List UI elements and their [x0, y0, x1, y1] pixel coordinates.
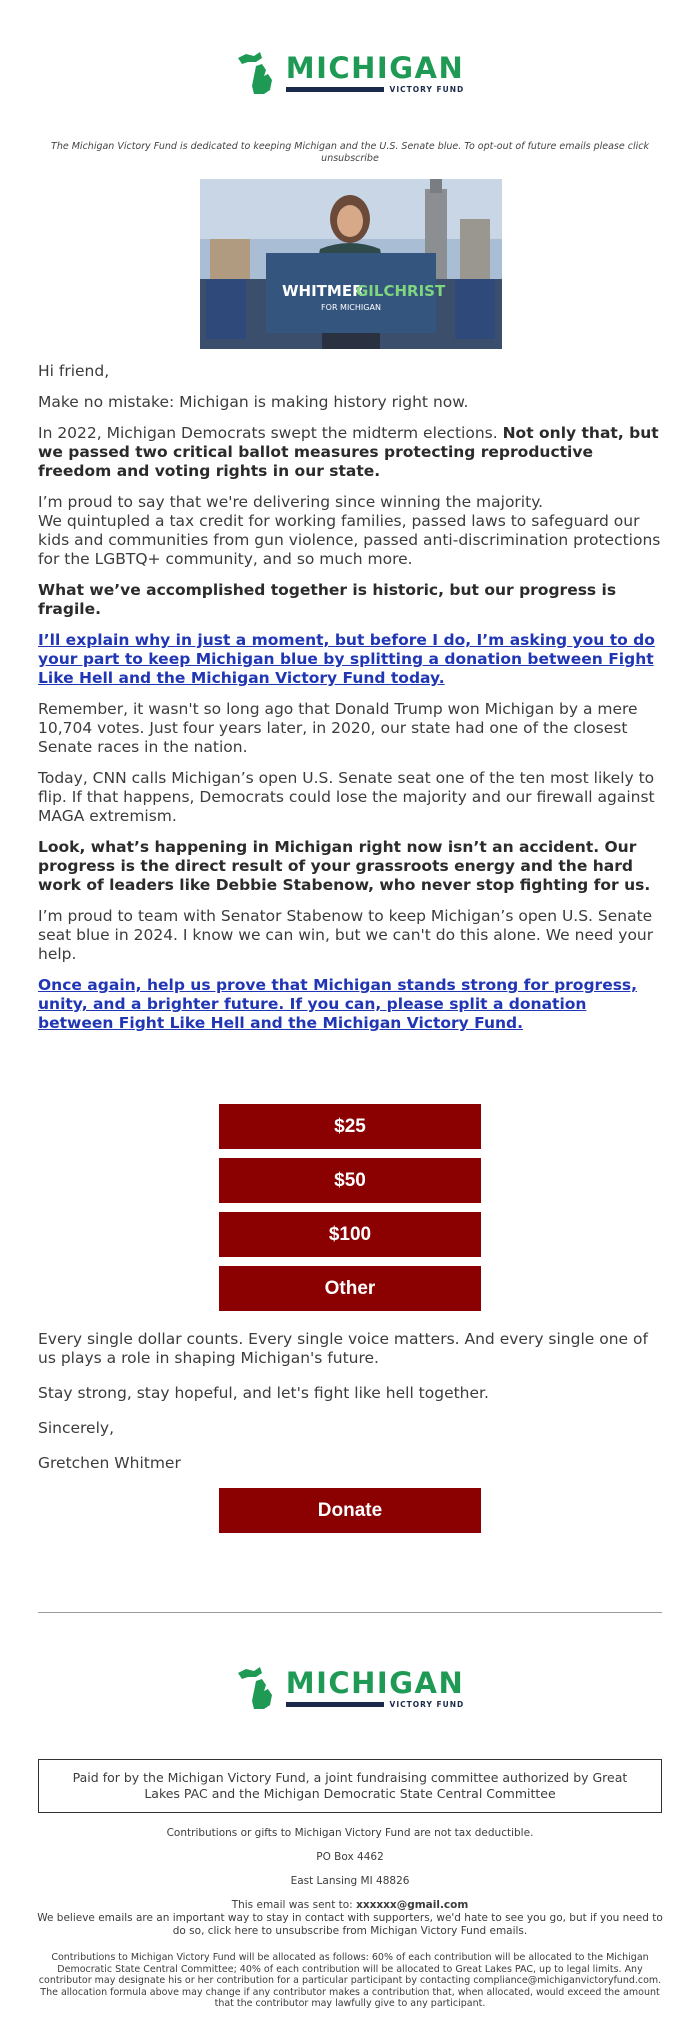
hero-illustration	[200, 179, 502, 349]
preheader-unsubscribe-link[interactable]: unsubscribe	[321, 153, 379, 164]
michigan-state-icon	[236, 50, 280, 96]
logo-subtitle: VICTORY FUND	[389, 1699, 465, 1709]
preheader	[40, 141, 660, 165]
paragraph-4: What we’ve accomplished together is historic, but our progress is fragile.	[38, 581, 617, 618]
footer-divider	[0, 1612, 700, 1613]
paragraph-8: Look, what’s happening in Michigan right now isn’t an accident. Our progress is the direct result of your grassroots energy and the hard work of leaders like Debbie Stabenow, who never stop fighting for us.	[38, 838, 651, 894]
email-body	[0, 362, 700, 1045]
signature: Gretchen Whitmer	[38, 1454, 181, 1472]
paragraph-11: Every single dollar counts. Every single voice matters. And every single one of us plays a role in shaping Michigan's future.	[38, 1330, 648, 1367]
logo-wordmark: MICHIGAN	[285, 50, 465, 85]
hero-image	[200, 179, 502, 349]
paragraph-2-plain: In 2022, Michigan Democrats swept the midterm elections.	[38, 424, 503, 442]
tax-notice: Contributions or gifts to Michigan Victory Fund are not tax deductible.	[166, 1827, 534, 1839]
logo-wordmark: MICHIGAN	[285, 1665, 465, 1700]
footer-logo[interactable]	[0, 1665, 700, 1711]
michigan-state-icon	[236, 1665, 280, 1711]
sign-subtitle: FOR MICHIGAN	[321, 303, 381, 312]
sign-name-2: GILCHRIST	[356, 282, 446, 300]
unsubscribe-text[interactable]: We believe emails are an important way to stay in contact with supporters, we'd hate to see you go, but if you need to do so, click here to unsubscribe from Michigan Victory Fund emails.	[37, 1912, 663, 1937]
paragraph-3	[38, 493, 662, 569]
donate-button[interactable]: Donate	[219, 1488, 481, 1533]
paid-for-box: Paid for by the Michigan Victory Fund, a joint fundraising committee authorized by Great Lakes PAC and the Michigan Democratic State Central Committee	[38, 1759, 662, 1813]
footer-text	[0, 1827, 700, 1938]
donate-other-button[interactable]: Other	[219, 1266, 481, 1311]
header-logo[interactable]	[0, 50, 700, 96]
donate-100-button[interactable]: $100	[219, 1212, 481, 1257]
paragraph-3-line-1: I’m proud to say that we're delivering since winning the majority.	[38, 493, 544, 511]
donate-50-button[interactable]: $50	[219, 1158, 481, 1203]
paragraph-3-line-2: We quintupled a tax credit for working families, passed laws to safeguard our kids and communities from gun violence, passed anti-discrimination protections for the LGBTQ+ community, and so much more.	[38, 512, 661, 568]
po-box: PO Box 4462	[316, 1851, 384, 1863]
sign-name-1: WHITMER	[282, 282, 364, 300]
sent-to-email: xxxxxx@gmail.com	[356, 1899, 469, 1911]
allocation-text: Contributions to Michigan Victory Fund will be allocated as follows: 60% of each contribution will be allocated to the Michigan Democratic State Central Committee; 40% of each contribution will be allocated to Great Lakes PAC, up to legal limits. Any contributor may designate his or her contribution for a particular participant by contacting compliance@michiganvictoryfund.com. The allocation formula above may change if any contributor makes a contribution that, when allocated, would exceed the amount that the contributor may lawfully give to any participant.	[38, 1952, 662, 2009]
logo-subtitle: VICTORY FUND	[389, 84, 465, 94]
signoff: Sincerely,	[38, 1419, 115, 1437]
paragraph-2	[38, 424, 662, 481]
closing	[0, 1330, 700, 1485]
paragraph-6: Remember, it wasn't so long ago that Donald Trump won Michigan by a mere 10,704 votes. Just four years later, in 2020, our state had one of the closest Senate races in the nation.	[38, 700, 638, 756]
paragraph-12: Stay strong, stay hopeful, and let's fight like hell together.	[38, 1384, 489, 1402]
preheader-text: The Michigan Victory Fund is dedicated to keeping Michigan and the U.S. Senate blue. To opt-out of future emails please click	[51, 141, 649, 152]
donate-link-1[interactable]: I’ll explain why in just a moment, but before I do, I’m asking you to do your part to keep Michigan blue by splitting a donation between Fight Like Hell and the Michigan Victory Fund today.	[38, 631, 655, 687]
donate-link-2[interactable]: Once again, help us prove that Michigan stands strong for progress, unity, and a brighter future. If you can, please split a donation between Fight Like Hell and the Michigan Victory Fund.	[38, 976, 638, 1032]
paragraph-1: Make no mistake: Michigan is making history right now.	[38, 393, 469, 411]
logo-bar	[286, 1702, 384, 1707]
sent-to	[0, 1899, 700, 1912]
logo-bar	[286, 87, 384, 92]
greeting: Hi friend,	[38, 362, 110, 380]
paragraph-9: I’m proud to team with Senator Stabenow to keep Michigan’s open U.S. Senate seat blue in 2024. I know we can win, but we can't do this alone. We need your help.	[38, 907, 654, 963]
city-address: East Lansing MI 48826	[290, 1875, 410, 1887]
donate-button-wrap	[0, 1488, 700, 1533]
donate-25-button[interactable]: $25	[219, 1104, 481, 1149]
sent-to-label: This email was sent to:	[231, 1899, 357, 1911]
paragraph-7: Today, CNN calls Michigan’s open U.S. Senate seat one of the ten most likely to flip. If that happens, Democrats could lose the majority and our firewall against MAGA extremism.	[38, 769, 655, 825]
paragraph-2-bold: Not only that, but we passed two critical ballot measures protecting reproductive freedom and voting rights in our state.	[38, 424, 659, 480]
amount-buttons	[0, 1104, 700, 1311]
paid-for-wrap	[0, 1759, 700, 1813]
